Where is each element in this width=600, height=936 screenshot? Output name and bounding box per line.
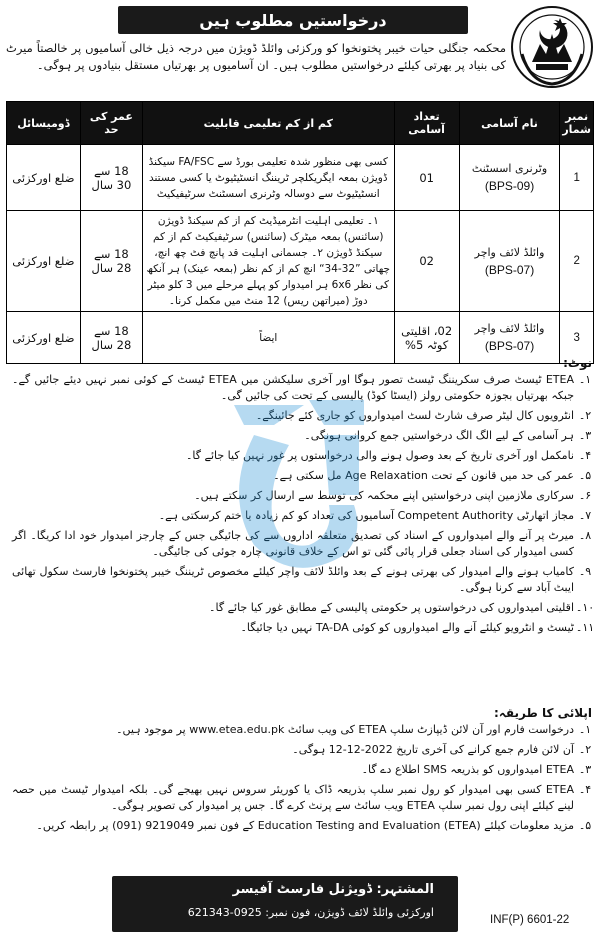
col-domicile: ڈومیسائل bbox=[7, 102, 81, 145]
row-domicile: ضلع اورکزئی bbox=[7, 145, 81, 211]
note-item bbox=[8, 564, 596, 596]
row-domicile: ضلع اورکزئی bbox=[7, 211, 81, 312]
item-number: ۴۔ bbox=[578, 784, 592, 796]
col-post-count: تعداد آسامی bbox=[394, 102, 459, 145]
row-age-limit bbox=[80, 145, 142, 211]
item-number: ۸۔ bbox=[578, 530, 592, 542]
row-post-count: 02 bbox=[394, 211, 459, 312]
row-age-limit bbox=[80, 211, 142, 312]
age-min: 18 سے bbox=[94, 247, 129, 261]
apply-heading: اپلائی کا طریقہ: bbox=[494, 706, 592, 720]
notes-list bbox=[8, 372, 596, 640]
row-serial: 1 bbox=[560, 145, 594, 211]
item-number: ۹۔ bbox=[578, 566, 592, 578]
item-number: ۱۱۔ bbox=[575, 622, 595, 634]
apply-step bbox=[8, 762, 596, 778]
item-number: ۲۔ bbox=[578, 744, 592, 756]
note-item bbox=[8, 488, 596, 504]
apply-step bbox=[8, 722, 596, 738]
item-text: ETEA امیدواروں کو بذریعہ SMS اطلاع دے گا۔ bbox=[361, 763, 574, 776]
note-item bbox=[8, 528, 596, 560]
item-text: درخواست فارم اور آن لائن ڈیپازٹ سلپ ETEA کی ویب سائٹ www.etea.edu.pk پر موجود ہیں۔ bbox=[116, 723, 574, 736]
item-text: سرکاری ملازمین اپنی درخواستیں اپنے محکمہ کی توسط سے ارسال کر سکتے ہیں۔ bbox=[194, 489, 574, 502]
row-domicile: ضلع اورکزئی bbox=[7, 312, 81, 364]
row-post-count: 02، اقلیتی کوٹہ 5% bbox=[394, 312, 459, 364]
item-text: مجاز اتھارٹی Competent Authority آسامیوں کی تعداد کو کم زیادہ یا ختم کرسکتی ہے۔ bbox=[158, 509, 574, 522]
col-serial: نمبر شمار bbox=[560, 102, 594, 145]
table-row bbox=[7, 211, 594, 312]
apply-list bbox=[8, 722, 596, 838]
item-text: آن لائن فارم جمع کرانے کی آخری تاریخ 2022-12-12 ہوگی۔ bbox=[292, 743, 574, 756]
row-post-name bbox=[459, 211, 560, 312]
col-age-limit: عمر کی حد bbox=[80, 102, 142, 145]
note-item bbox=[8, 600, 596, 616]
row-qualification: کسی بھی منظور شدہ تعلیمی بورڈ سے FA/FSC سیکنڈ ڈویژن بمعہ ایگریکلچر ٹریننگ انسٹیٹیوٹ یا کسی مستند انسٹیٹیوٹ سے دوسالہ وٹرنری اسسٹنٹ سرٹیفیکیٹ bbox=[142, 145, 394, 211]
item-number: ۳۔ bbox=[578, 764, 592, 776]
item-number: ۱۔ bbox=[578, 724, 592, 736]
age-min: 18 سے bbox=[94, 163, 129, 178]
note-item bbox=[8, 468, 596, 484]
reference-number: INF(P) 6601-22 bbox=[490, 914, 570, 926]
post-scale: (BPS-07) bbox=[484, 339, 535, 353]
item-text: ETEA کسی بھی امیدوار کو رول نمبر سلپ بذریعہ ڈاک یا کوریئر سروس نہیں بھیجے گی۔ بلکہ امیدوار ٹیسٹ میں حصہ لینے کیلئے اپنی رول نمبر سلپ ETEA ویب سائٹ سے پرنٹ کرے گا۔ جس پر امیدوار کی تصویر ہوگی۔ bbox=[12, 783, 574, 812]
advertiser-label: المشتہر: ڈویژنل فارسٹ آفیسر bbox=[232, 882, 434, 897]
item-text: عمر کی حد میں قانون کے تحت Age Relaxation مل سکتی ہے۔ bbox=[273, 469, 574, 482]
item-number: ۳۔ bbox=[578, 430, 592, 442]
item-number: ۱۔ bbox=[578, 374, 592, 386]
item-text: مزید معلومات کیلئے (ETEA) Education Testing and Evaluation کے فون نمبر 9219049 (091) پر رابطہ کریں۔ bbox=[36, 819, 574, 832]
post-scale: (BPS-07) bbox=[484, 262, 535, 277]
item-number: ۵۔ bbox=[578, 470, 592, 482]
table-header-row bbox=[7, 102, 594, 145]
item-text: انٹرویوں کال لیٹر صرف شارٹ لسٹ امیدواروں کو جاری کئے جائینگے۔ bbox=[255, 409, 574, 422]
note-item bbox=[8, 372, 596, 404]
note-item bbox=[8, 448, 596, 464]
row-age-limit bbox=[80, 312, 142, 364]
table-row bbox=[7, 145, 594, 211]
table-row bbox=[7, 312, 594, 364]
apply-step bbox=[8, 818, 596, 834]
col-post-name: نام آسامی bbox=[459, 102, 560, 145]
item-text: کامیاب ہونے والے امیدوار کی بھرتی ہونے کے بعد وائلڈ لائف واچر کیلئے مخصوص ٹریننگ خیبر پختونخوا فارسٹ سکول تھائی ایبٹ آباد سے کرنا ہوگی۔ bbox=[12, 565, 574, 594]
row-post-count: 01 bbox=[394, 145, 459, 211]
age-max: 30 سال bbox=[91, 177, 132, 192]
age-max: 28 سال bbox=[91, 337, 132, 352]
note-item bbox=[8, 408, 596, 424]
apply-step bbox=[8, 742, 596, 758]
item-text: اقلیتی امیدواروں کی درخواستوں پر حکومتی پالیسی کے مطابق غور کیا جائے گا۔ bbox=[209, 601, 574, 614]
item-text: میرٹ پر آنے والے امیدواروں کے اسناد کی تصدیق متعلقہ اداروں سے کی جائیگی جس کے چارجز امیدوار خود ادا کریگا۔ اگر کسی امیدوار کی اسناد جعلی قرار پائی گئی تو اس کے خلاف قانونی چارہ جوئی کی جائیگی۔ bbox=[12, 529, 574, 558]
kp-government-emblem bbox=[510, 4, 594, 90]
apply-step bbox=[8, 782, 596, 814]
row-qualification: ایضاً bbox=[142, 312, 394, 364]
advertiser-contact: اورکزئی وائلڈ لائف ڈویژن، فون نمبر: 0925-621343 bbox=[187, 906, 434, 919]
advertiser-footer bbox=[112, 876, 458, 932]
row-qualification: ۱۔ تعلیمی اہلیت انٹرمیڈیٹ کم از کم سیکنڈ ڈویژن (سائنس) بمعہ میٹرک (سائنس) سرٹیفیکیٹ کم از کم سیکنڈ ڈویژن ۲۔ جسمانی اہلیت قد پانچ فٹ چھ انچ، چھاتی ”32-34“ انچ کم از کم نظر (بمعہ عینک) ہر آنکھ کی نظر 6x6 ہر امیدوار کو پہلے مرحلے میں 3 کلو میٹر دوڑ (میراتھن ریس) 12 منٹ میں مکمل کرنا۔ bbox=[142, 211, 394, 312]
post-name-text: وائلڈ لائف واچر bbox=[474, 245, 545, 259]
note-item bbox=[8, 620, 596, 636]
item-text: نامکمل اور آخری تاریخ کے بعد وصول ہونے والی درخواستوں پر غور نہیں کیا جائے گا۔ bbox=[185, 449, 574, 462]
item-number: ۴۔ bbox=[578, 450, 592, 462]
post-name-text: وائلڈ لائف واچر bbox=[474, 322, 545, 335]
item-text: ہر آسامی کے لیے الگ الگ درخواستیں جمع کروانی ہونگی۔ bbox=[304, 429, 574, 442]
note-item bbox=[8, 428, 596, 444]
col-qualification: کم از کم تعلیمی قابلیت bbox=[142, 102, 394, 145]
row-serial: 2 bbox=[560, 211, 594, 312]
post-scale: (BPS-09) bbox=[484, 179, 535, 193]
item-number: ۱۰۔ bbox=[575, 602, 595, 614]
age-max: 28 سال bbox=[91, 261, 132, 275]
notes-heading: نوٹ: bbox=[563, 356, 592, 370]
posts-table bbox=[6, 101, 594, 364]
age-min: 18 سے bbox=[94, 323, 129, 338]
item-text: ETEA ٹیسٹ صرف سکریننگ ٹیسٹ تصور ہوگا اور آخری سلیکشن میں ETEA ٹیسٹ کے کوئی نمبر نہیں دیئے جائیں گے۔ جبکہ بھرتیاں بجوزہ حکومتی رولز (ایسٹا کوڈ) پالیسی کے تحت کی جائیں گی۔ bbox=[12, 373, 574, 402]
item-number: ۶۔ bbox=[578, 490, 592, 502]
item-number: ۷۔ bbox=[578, 510, 592, 522]
post-name-text: وٹرنری اسسٹنٹ bbox=[471, 162, 548, 175]
row-post-name bbox=[459, 145, 560, 211]
row-serial: 3 bbox=[560, 312, 594, 364]
advertisement-title: درخواستیں مطلوب ہیں bbox=[118, 6, 468, 34]
intro-paragraph: محکمہ جنگلی حیات خیبر پختونخوا کو ورکزئی وائلڈ ڈویژن میں درجہ ذیل خالی آسامیوں پر خالصتاً میرٹ کی بنیاد پر بھرتی کیلئے درخواستیں مطلوب ہیں۔ ان آسامیوں پر بھرتیاں مستقل بنیادوں پر ہوگی۔ bbox=[6, 41, 506, 72]
item-number: ۲۔ bbox=[578, 410, 592, 422]
item-text: ٹیسٹ و انٹرویو کیلئے آنے والے امیدواروں کو کوئی TA-DA نہیں دیا جائیگا۔ bbox=[240, 621, 574, 634]
row-post-name bbox=[459, 312, 560, 364]
note-item bbox=[8, 508, 596, 524]
item-number: ۵۔ bbox=[578, 820, 592, 832]
